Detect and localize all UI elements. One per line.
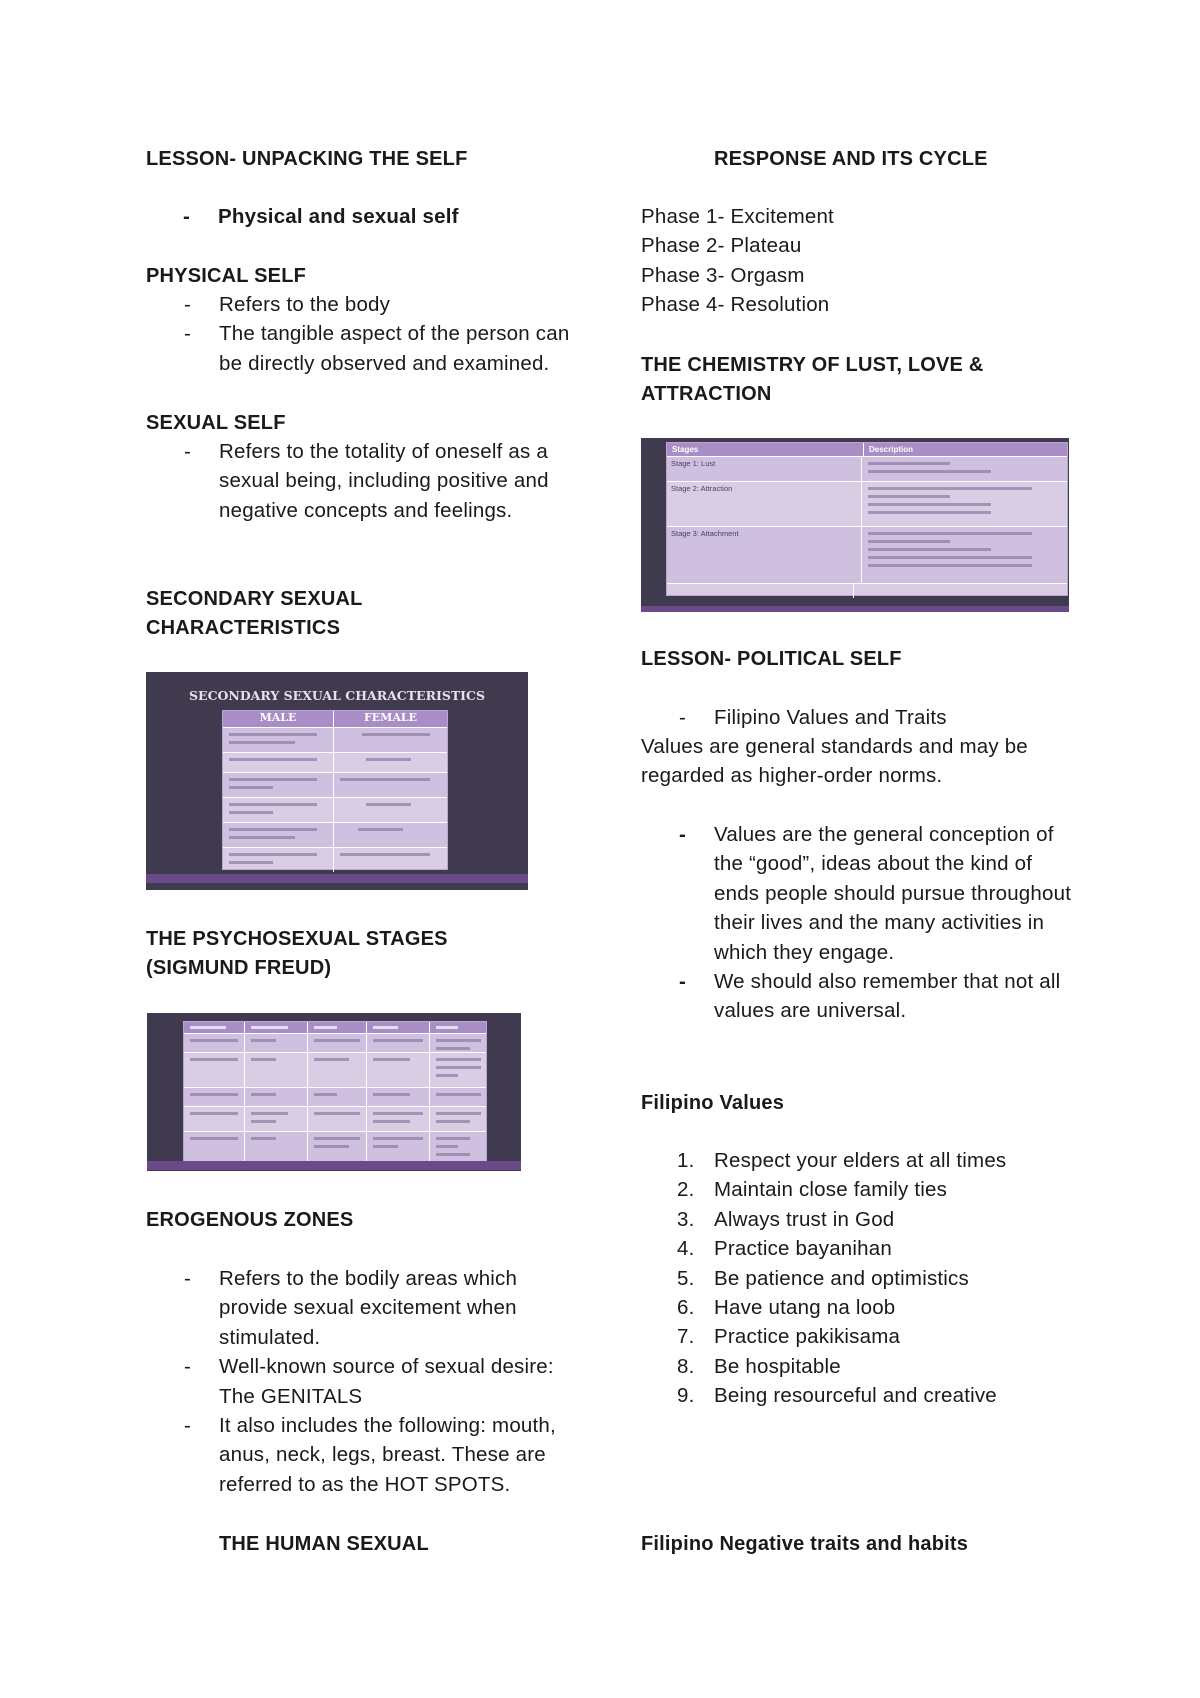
list-item: - It also includes the following: mouth, anus, neck, legs, breast. These are referred to as the HOT SPOTS. — [146, 1411, 576, 1499]
table-header-row — [667, 443, 1067, 457]
phase-item: Phase 4- Resolution — [641, 293, 830, 317]
list-item: - Refers to the bodily areas which provide sexual excitement when stimulated. — [146, 1264, 576, 1352]
table-row — [223, 823, 447, 848]
list-item: Respect your elders at all times — [714, 1149, 1007, 1172]
table-row — [223, 848, 447, 872]
list-item: Practice bayanihan — [714, 1237, 892, 1261]
list-item: - We should also remember that not all values are universal. — [641, 967, 1081, 1026]
list-item: Be hospitable — [714, 1354, 841, 1378]
table-row — [184, 1034, 486, 1053]
table-header-row — [223, 711, 447, 728]
sexual-self-list — [146, 437, 576, 525]
list-item: Maintain close family ties — [714, 1178, 948, 1202]
col-stages: Stages — [667, 443, 864, 456]
slide-band — [641, 606, 1069, 612]
list-item: Being resourceful and creative — [714, 1384, 997, 1408]
sexual-self-heading: SEXUAL SELF — [146, 412, 286, 434]
secondary-heading-line-2: CHARACTERISTICS — [146, 617, 341, 639]
stage-1-label: Stage 1: Lust — [667, 457, 862, 481]
negative-traits-heading: Filipino Negative traits and habits — [641, 1533, 969, 1555]
list-item: Have utang na loob — [714, 1296, 896, 1320]
slide-band — [146, 874, 528, 883]
col-female: FEMALE — [363, 711, 418, 724]
list-item: - Refers to the body — [146, 290, 576, 319]
slide-table — [183, 1021, 487, 1161]
political-topic-list — [641, 703, 1081, 732]
list-item: - Refers to the totality of oneself as a sexual being, including positive and negative concepts and feelings. — [146, 437, 576, 525]
chemistry-heading-line-1: THE CHEMISTRY OF LUST, LOVE & — [641, 354, 984, 376]
table-header-row — [184, 1022, 486, 1034]
table-row — [184, 1132, 486, 1164]
slide-band — [147, 1161, 521, 1170]
chemistry-slide — [641, 438, 1069, 612]
table-row — [667, 527, 1067, 584]
response-cycle-heading: RESPONSE AND ITS CYCLE — [714, 148, 988, 170]
table-row — [223, 773, 447, 798]
table-row — [184, 1053, 486, 1088]
psychosexual-heading-line-2: (SIGMUND FREUD) — [146, 957, 332, 979]
secondary-heading-line-1: SECONDARY SEXUAL — [146, 588, 363, 610]
values-list — [641, 820, 1081, 1026]
physical-self-heading: PHYSICAL SELF — [146, 265, 307, 287]
chemistry-heading — [641, 351, 984, 409]
secondary-heading — [146, 585, 363, 643]
values-definition: Values are general standards and may be regarded as higher-order norms. — [641, 735, 1028, 788]
physical-self-list — [146, 290, 576, 378]
table-row — [667, 584, 1067, 598]
slide-table — [666, 442, 1068, 596]
col-description: Description — [869, 445, 914, 454]
phase-item: Phase 1- Excitement — [641, 205, 834, 228]
secondary-characteristics-slide — [146, 672, 528, 890]
list-item: - Values are the general conception of the “good”, ideas about the kind of ends people should pursue throughout their lives and the many activities in which they engage. — [641, 820, 1081, 967]
topic-list — [145, 202, 575, 231]
psychosexual-heading-line-1: THE PSYCHOSEXUAL STAGES — [146, 928, 448, 950]
table-row — [667, 457, 1067, 482]
table-row — [223, 753, 447, 773]
psychosexual-stages-slide — [147, 1013, 521, 1171]
list-item: - The tangible aspect of the person can be directly observed and examined. — [146, 319, 576, 378]
table-row — [667, 482, 1067, 527]
phase-item: Phase 2- Plateau — [641, 234, 802, 258]
stage-2-label: Stage 2: Attraction — [667, 482, 862, 526]
slide-title: SECONDARY SEXUAL CHARACTERISTICS — [189, 688, 485, 703]
list-item: - Filipino Values and Traits — [641, 703, 1081, 732]
list-item: Be patience and optimistics — [714, 1266, 969, 1290]
phase-item: Phase 3- Orgasm — [641, 263, 805, 287]
table-row — [184, 1088, 486, 1107]
human-sexual-heading: THE HUMAN SEXUAL — [219, 1533, 429, 1555]
list-item: - Well-known source of sexual desire: The GENITALS — [146, 1352, 576, 1411]
col-male: MALE — [223, 711, 334, 727]
chemistry-heading-line-2: ATTRACTION — [641, 383, 772, 405]
political-self-heading: LESSON- POLITICAL SELF — [641, 648, 902, 670]
filipino-values-heading: Filipino Values — [641, 1092, 785, 1114]
phase-list — [641, 202, 834, 320]
table-row — [223, 728, 447, 753]
list-item: Always trust in God — [714, 1207, 895, 1231]
erogenous-heading: EROGENOUS ZONES — [146, 1209, 354, 1231]
slide-table — [222, 710, 448, 870]
filipino-values-list — [641, 1146, 1081, 1411]
lesson-title: LESSON- UNPACKING THE SELF — [146, 148, 468, 170]
list-item: Practice pakikisama — [714, 1325, 901, 1349]
erogenous-list — [146, 1264, 576, 1499]
psychosexual-heading — [146, 925, 448, 983]
stage-3-label: Stage 3: Attachment — [667, 527, 862, 583]
table-row — [184, 1107, 486, 1132]
list-item: - Physical and sexual self — [145, 202, 575, 231]
table-row — [223, 798, 447, 823]
